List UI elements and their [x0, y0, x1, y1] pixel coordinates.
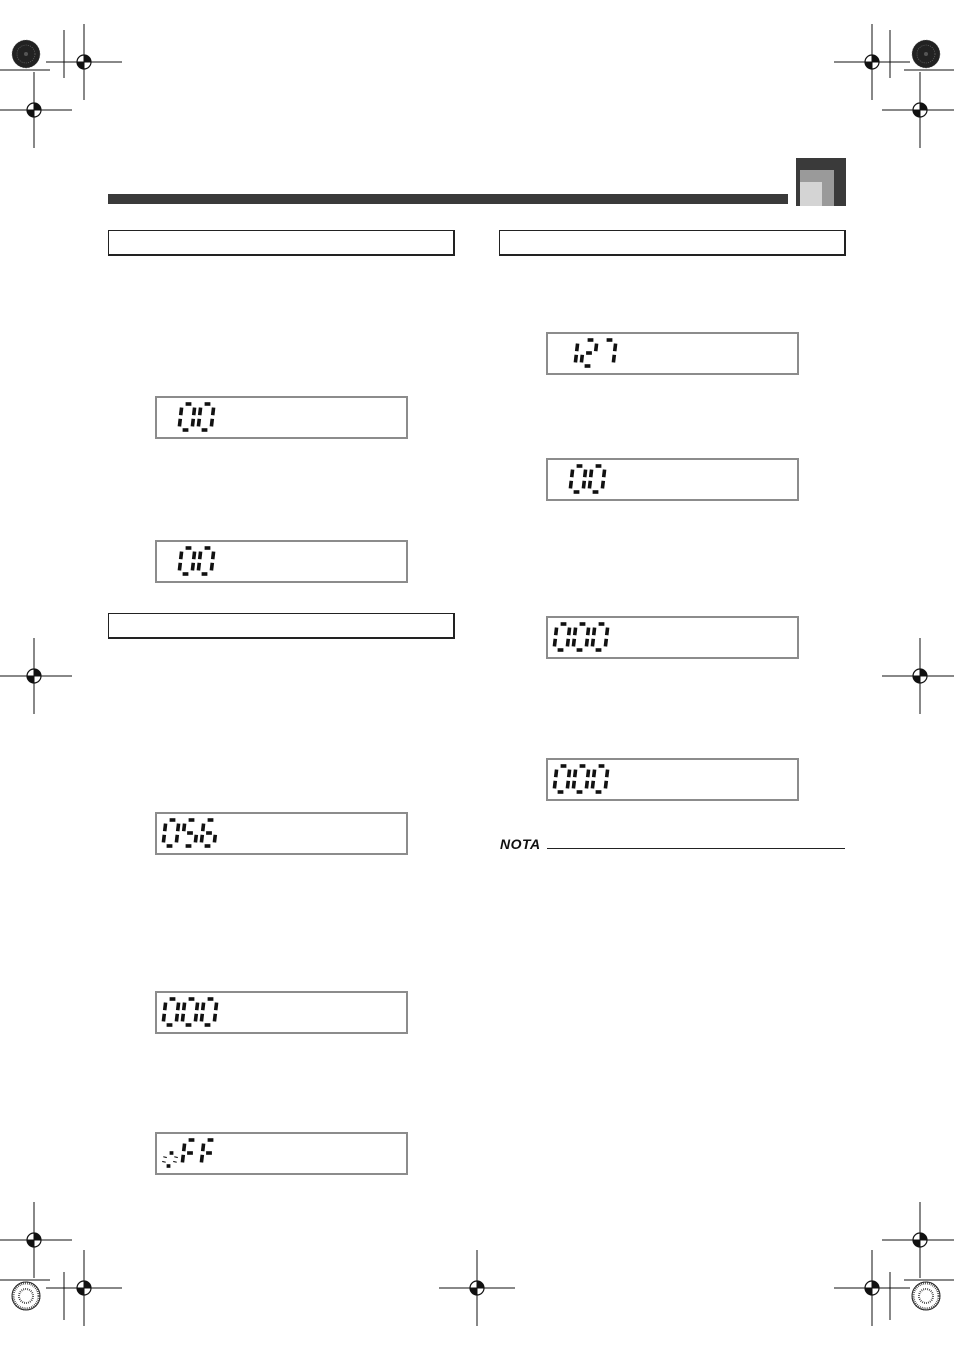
nota-label: NOTA [500, 836, 541, 852]
